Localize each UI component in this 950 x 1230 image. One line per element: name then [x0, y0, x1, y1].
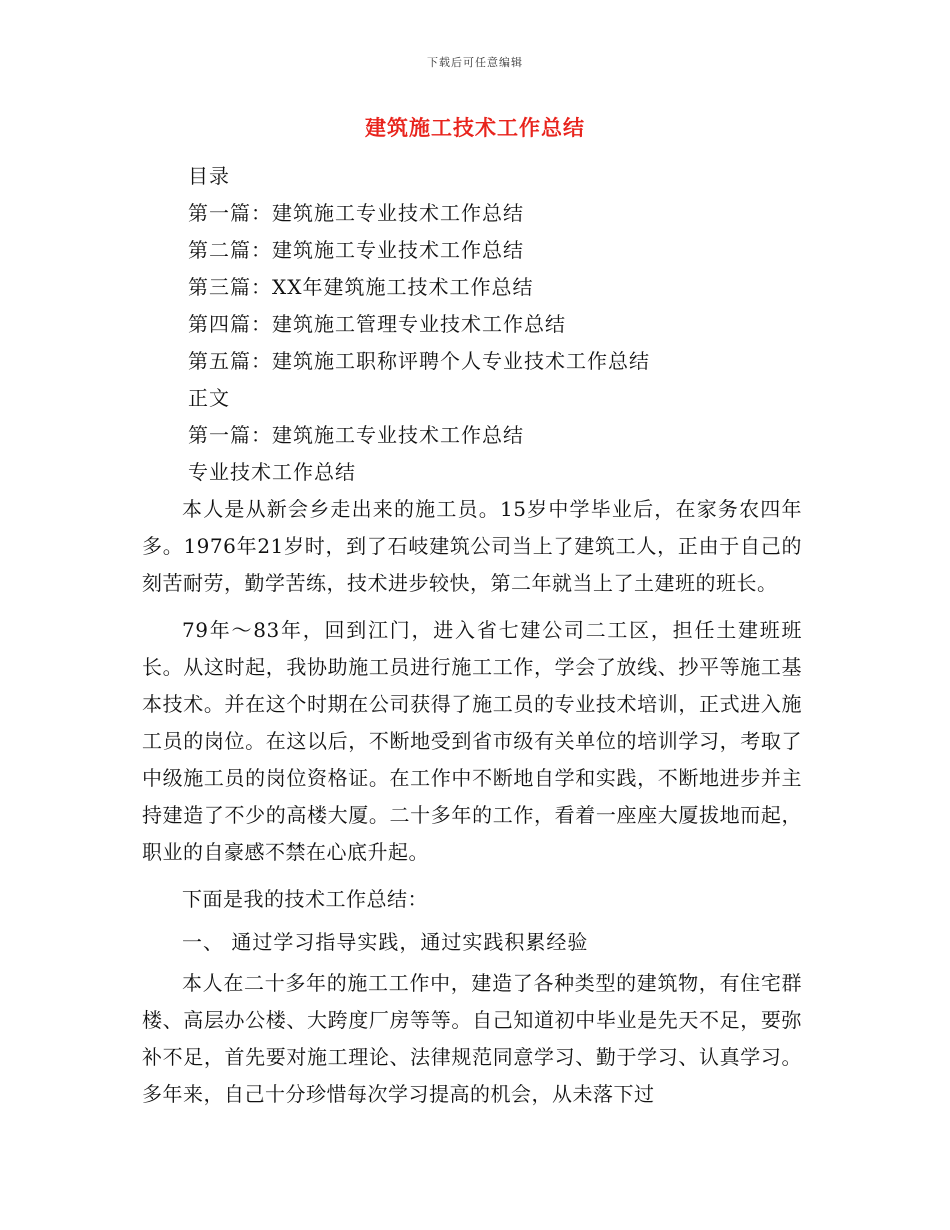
paragraph: 本人在二十多年的施工工作中，建造了各种类型的建筑物，有住宅群楼、高层办公楼、大跨度厂房等等。自己知道初中毕业是先天不足，要弥补不足，首先要对施工理论、法律规范同意学习、勤于学习、认真学习。多年来，自己十分珍惜每次学习提高的机会，从未落下过: [142, 971, 802, 1106]
toc-item-2: 第二篇：建筑施工专业技术工作总结: [188, 238, 524, 262]
toc-heading: 目录: [188, 164, 230, 188]
document-title: 建筑施工技术工作总结: [365, 115, 585, 140]
toc-item-3: 第三篇：XX年建筑施工技术工作总结: [188, 275, 534, 299]
toc-item-4: 第四篇：建筑施工管理专业技术工作总结: [188, 312, 566, 336]
paragraph: 本人是从新会乡走出来的施工员。15岁中学毕业后，在家务农四年多。1976年21岁时，到了石岐建筑公司当上了建筑工人，正由于自己的刻苦耐劳，勤学苦练，技术进步较快，第二年就当上了土建班的班长。: [142, 497, 802, 595]
table-of-contents: [188, 158, 828, 491]
toc-item-5: 第五篇：建筑施工职称评聘个人专业技术工作总结: [188, 349, 650, 373]
paragraph: 79年～83年，回到江门，进入省七建公司二工区，担任土建班班长。从这时起，我协助施工员进行施工工作，学会了放线、抄平等施工基本技术。并在这个时期在公司获得了施工员的专业技术培训，正式进入施工员的岗位。在这以后，不断地受到省市级有关单位的培训学习，考取了中级施工员的岗位资格证。在工作中不断地自学和实践，不断地进步并主持建造了不少的高楼大厦。二十多年的工作，看着一座座大厦拔地而起，职业的自豪感不禁在心底升起。: [142, 618, 802, 864]
section-heading: 一、 通过学习指导实践，通过实践积累经验: [182, 930, 589, 954]
chapter-subtitle: 专业技术工作总结: [188, 460, 356, 484]
paragraph: 下面是我的技术工作总结：: [182, 887, 428, 911]
chapter-title: 第一篇：建筑施工专业技术工作总结: [188, 423, 524, 447]
toc-item-1: 第一篇：建筑施工专业技术工作总结: [188, 201, 524, 225]
body-heading: 正文: [188, 386, 230, 410]
header-note: 下载后可任意编辑: [427, 56, 523, 69]
document-body: [142, 491, 802, 1123]
